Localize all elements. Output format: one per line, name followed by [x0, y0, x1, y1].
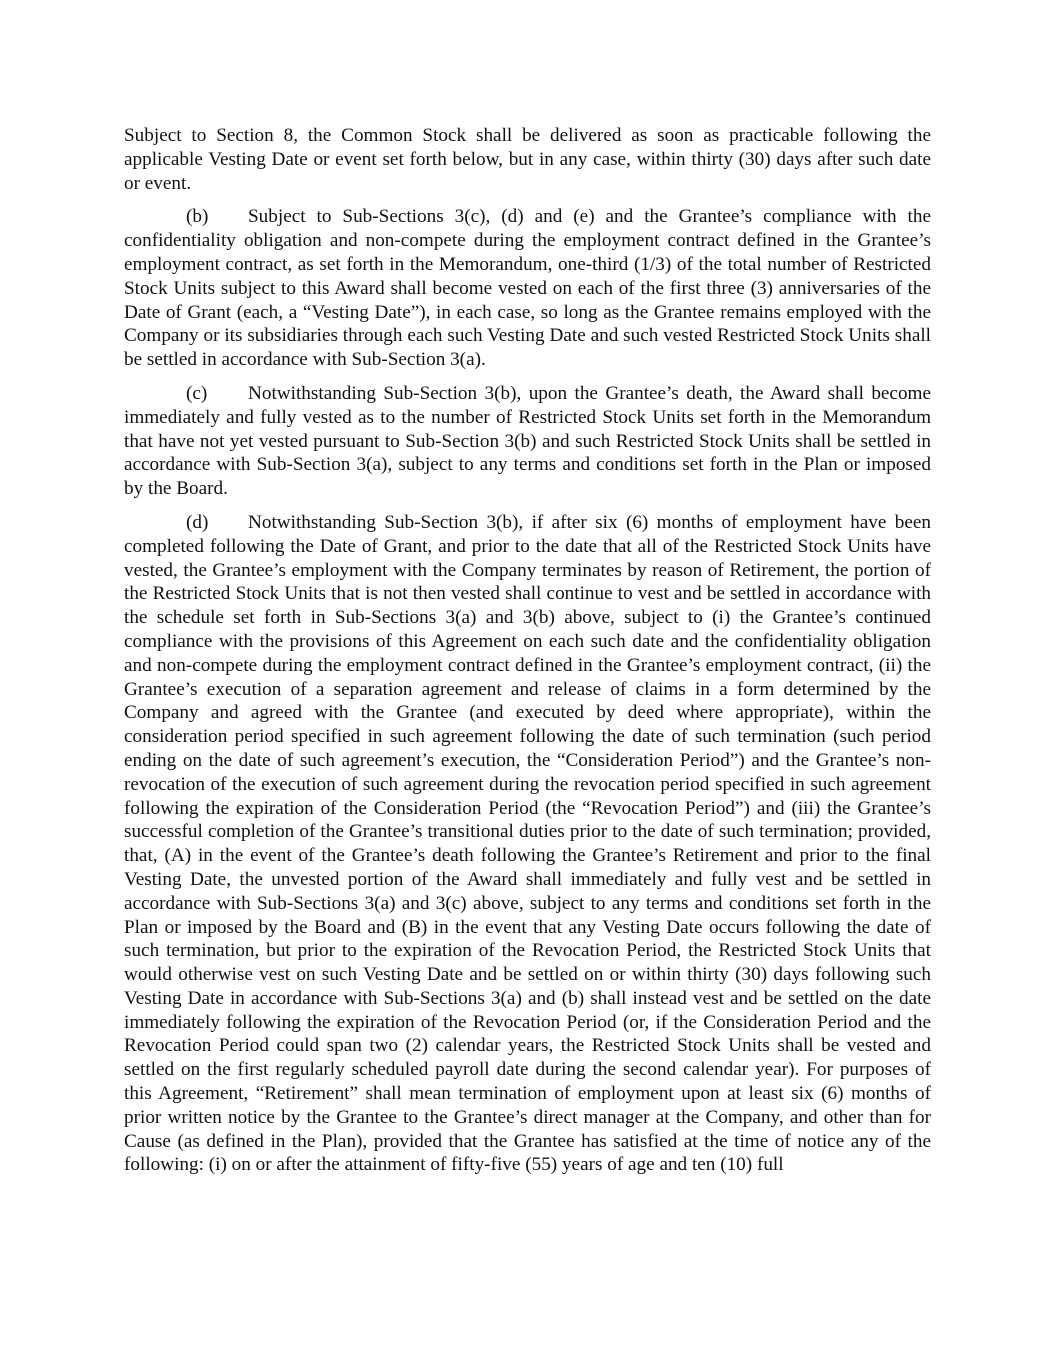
paragraph-label: (b)	[186, 206, 209, 228]
paragraph-label: (c)	[186, 382, 208, 404]
paragraph-d	[124, 511, 931, 1177]
paragraph-text: Notwithstanding Sub-Section 3(b), if after six (6) months of employment have been completed following the Date of Grant, and prior to the date that all of the Restricted Stock Units have vested, the Grantee’s employment with the Company terminates by reason of Retirement, the portion of the Restricted Stock Units that is not then vested shall continue to vest and be settled in accordance with the schedule set forth in Sub-Sections 3(a) and 3(b) above, subject to (i) the Grantee’s continued compliance with the provisions of this Agreement on each such date and the confidentiality obligation and non-compete during the employment contract defined in the Grantee’s employment contract, (ii) the Grantee’s execution of a separation agreement and release of claims in a form determined by the Company and agreed with the Grantee (and executed by deed where appropriate), within the consideration period specified in such agreement following the date of such termination (such period ending on the date of such agreement’s execution, the “Consideration Period”) and the Grantee’s non-revocation of the execution of such agreement during the revocation period specified in such agreement following the expiration of the Consideration Period (the “Revocation Period”) and (iii) the Grantee’s successful completion of the Grantee’s transitional duties prior to the date of such termination; provided, that, (A) in the event of the Grantee’s death following the Grantee’s Retirement and prior to the final Vesting Date, the unvested portion of the Award shall immediately and fully vest and be settled in accordance with Sub-Sections 3(a) and 3(c) above, subject to any terms and conditions set forth in the Plan or imposed by the Board and (B) in the event that any Vesting Date occurs following the date of such termination, but prior to the expiration of the Revocation Period, the Restricted Stock Units that would otherwise vest on such Vesting Date and be settled on or within thirty (30) days following such Vesting Date in accordance with Sub-Sections 3(a) and (b) shall instead vest and be settled on the date immediately following the expiration of the Revocation Period (or, if the Consideration Period and the Revocation Period could span two (2) calendar years, the Restricted Stock Units shall be vested and settled on the first regularly scheduled payroll date during the second calendar year). For purposes of this Agreement, “Retirement” shall mean termination of employment upon at least six (6) months of prior written notice by the Grantee to the Grantee’s direct manager at the Company, and other than for Cause (as defined in the Plan), provided that the Grantee has satisfied at the time of notice any of the following: (i) on or after the attainment of fifty-five (55) years of age and ten (10) full	[124, 511, 931, 1176]
paragraph-text: Notwithstanding Sub-Section 3(b), upon the Grantee’s death, the Award shall become immediately and fully vested as to the number of Restricted Stock Units set forth in the Memorandum that have not yet vested pursuant to Sub-Section 3(b) and such Restricted Stock Units shall be settled in accordance with Sub-Section 3(a), subject to any terms and conditions set forth in the Plan or imposed by the Board.	[124, 382, 931, 500]
paragraph-text: Subject to Section 8, the Common Stock shall be delivered as soon as practicable following the applicable Vesting Date or event set forth below, but in any case, within thirty (30) days after such date or event.	[124, 125, 931, 194]
paragraph-c	[124, 382, 931, 501]
paragraph-a-continuation	[124, 124, 931, 195]
paragraph-label: (d)	[186, 511, 209, 533]
paragraph-text: Subject to Sub-Sections 3(c), (d) and (e) and the Grantee’s compliance with the confidentiality obligation and non-compete during the employment contract defined in the Grantee’s employment contract, as set forth in the Memorandum, one-third (1/3) of the total number of Restricted Stock Units subject to this Award shall become vested on each of the first three (3) anniversaries of the Date of Grant (each, a “Vesting Date”), in each case, so long as the Grantee remains employed with the Company or its subsidiaries through each such Vesting Date and such vested Restricted Stock Units shall be settled in accordance with Sub-Section 3(a).	[124, 206, 931, 371]
document-body	[124, 124, 931, 1187]
paragraph-b	[124, 205, 931, 372]
